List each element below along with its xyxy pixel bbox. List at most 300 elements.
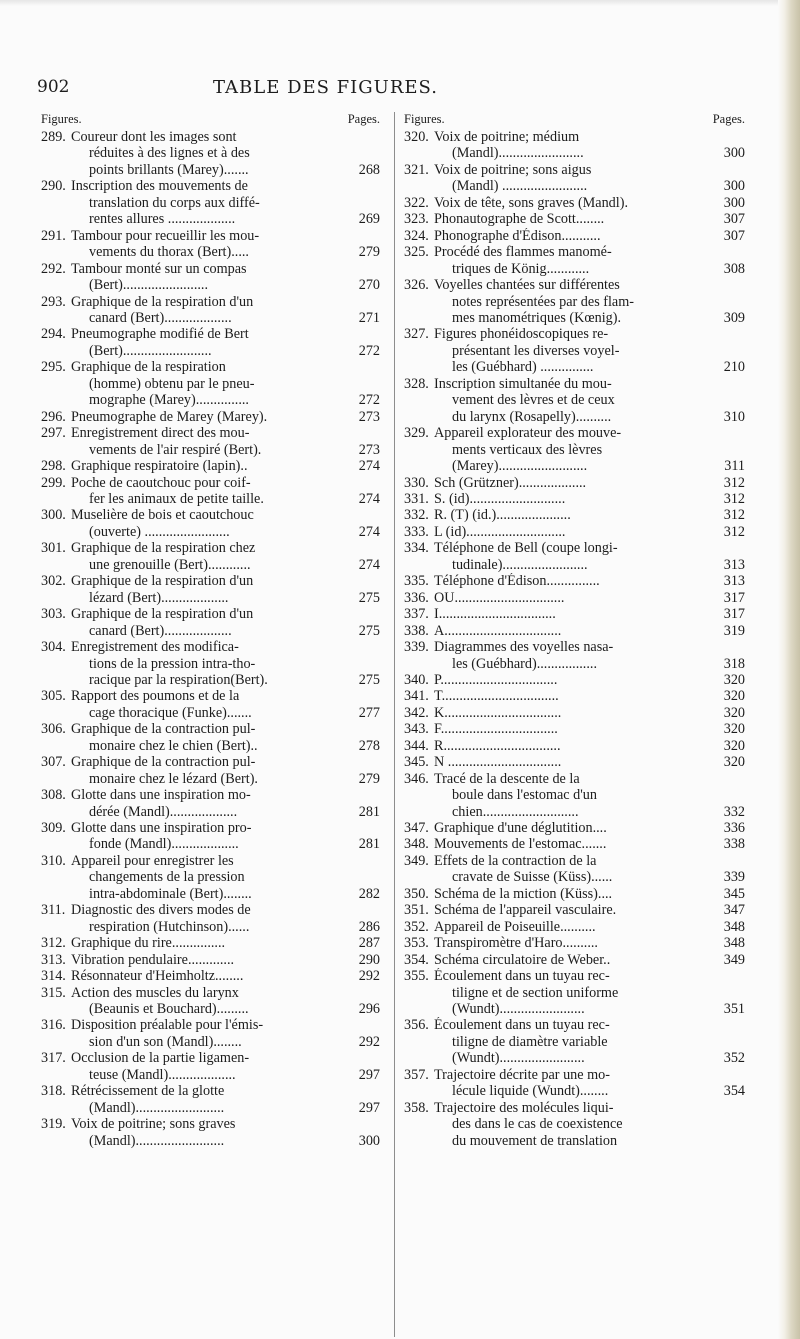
- figure-number: 305.: [41, 688, 66, 705]
- page-ref: 317: [723, 589, 745, 606]
- figure-number: 327.: [404, 326, 429, 343]
- page-ref: 275: [358, 622, 380, 639]
- toc-entry: [404, 590, 749, 606]
- figure-title-line: Tracé de la descente de la: [434, 770, 580, 787]
- left-column: [41, 112, 384, 1149]
- figure-title-line: une grenouille (Bert)............: [89, 556, 251, 573]
- toc-entry: [404, 129, 749, 162]
- figure-title-line: (Beaunis et Bouchard).........: [89, 1001, 249, 1018]
- figure-title-line: Figures phonéidoscopiques re-: [434, 326, 609, 343]
- toc-entry: [404, 836, 749, 852]
- figure-title-line: Sch (Grützner)...................: [434, 474, 587, 491]
- page-ref: 292: [358, 968, 380, 985]
- toc-entry: [404, 721, 749, 737]
- toc-entry: [41, 820, 384, 853]
- toc-entry: [41, 425, 384, 458]
- figure-title-line: Graphique de la respiration d'un: [71, 293, 254, 310]
- figure-title-line: Voix de tête, sons graves (Mandl).: [434, 194, 628, 211]
- page-ref: 273: [358, 441, 380, 458]
- page-ref: 279: [358, 770, 380, 787]
- figure-title-line: chien...........................: [452, 803, 579, 820]
- page-ref: 320: [723, 704, 745, 721]
- figure-title-line: des dans le cas de coexistence: [452, 1116, 623, 1133]
- figure-number: 289.: [41, 129, 66, 145]
- toc-entry: [41, 1083, 384, 1116]
- toc-entry: [41, 540, 384, 573]
- figure-title-line: Rapport des poumons et de la: [71, 688, 240, 705]
- left-column-header: [41, 112, 384, 129]
- figure-number: 354.: [404, 951, 429, 968]
- figure-title-line: Appareil de Poiseuille..........: [434, 918, 596, 935]
- figure-title-line: monaire chez le lézard (Bert).: [89, 770, 258, 787]
- figure-title-line: Graphique d'une déglutition....: [434, 820, 607, 837]
- figure-title-line: Écoulement dans un tuyau rec-: [434, 1017, 610, 1034]
- page-ref: 318: [723, 655, 745, 672]
- page-ref: 281: [358, 836, 380, 853]
- figure-title-line: intra-abdominale (Bert)........: [89, 885, 252, 902]
- toc-entry: [404, 754, 749, 770]
- figure-title-line: (Mandl).........................: [89, 1132, 225, 1149]
- page-ref: 336: [723, 820, 745, 837]
- page-ref: 352: [723, 1050, 745, 1067]
- figure-number: 301.: [41, 540, 66, 557]
- figure-title-line: Voyelles chantées sur différentes: [434, 277, 620, 294]
- page-ref: 271: [358, 309, 380, 326]
- figure-number: 341.: [404, 688, 429, 705]
- figure-title-line: Enregistrement des modifica-: [71, 639, 239, 656]
- toc-entry: [41, 1017, 384, 1050]
- figure-title-line: (Mandl)........................: [452, 145, 584, 162]
- figure-title-line: Appareil explorateur des mouve-: [434, 425, 622, 442]
- figure-title-line: teuse (Mandl)...................: [89, 1066, 236, 1083]
- page-ref: 286: [358, 918, 380, 935]
- figure-title-line: Graphique de la respiration: [71, 359, 226, 376]
- figure-title-line: T.................................: [434, 688, 559, 705]
- toc-entry: [41, 639, 384, 688]
- toc-entry: [41, 458, 384, 474]
- figure-title-line: tions de la pression intra-tho-: [89, 655, 256, 672]
- figure-title-line: Trajectoire décrite par une mo-: [434, 1066, 610, 1083]
- figure-title-line: Voix de poitrine; médium: [434, 129, 580, 145]
- figure-number: 358.: [404, 1099, 429, 1116]
- figure-title-line: Disposition préalable pour l'émis-: [71, 1017, 264, 1034]
- figure-number: 326.: [404, 277, 429, 294]
- figure-title-line: notes représentées par des flam-: [452, 293, 634, 310]
- toc-entry: [404, 952, 749, 968]
- toc-entry: [404, 738, 749, 754]
- figure-number: 300.: [41, 507, 66, 524]
- right-column: [404, 112, 749, 1149]
- figure-title-line: (Bert)........................: [89, 277, 209, 294]
- figure-title-line: réduites à des lignes et à des: [89, 145, 250, 162]
- figure-title-line: mographe (Marey)...............: [89, 392, 249, 409]
- page-ref: 351: [723, 1001, 745, 1018]
- right-column-header: [404, 112, 749, 129]
- figure-title-line: L (id)............................: [434, 523, 566, 540]
- figure-title-line: ments verticaux des lèvres: [452, 441, 603, 458]
- figure-number: 324.: [404, 227, 429, 244]
- page-ref: 272: [358, 342, 380, 359]
- page-ref: 274: [358, 458, 380, 475]
- figure-title-line: (ouverte) ........................: [89, 523, 230, 540]
- figure-title-line: Écoulement dans un tuyau rec-: [434, 968, 610, 985]
- figure-title-line: Vibration pendulaire.............: [71, 951, 235, 968]
- figure-number: 292.: [41, 260, 66, 277]
- figure-number: 329.: [404, 425, 429, 442]
- figure-number: 295.: [41, 359, 66, 376]
- figure-number: 303.: [41, 606, 66, 623]
- page-ref: 300: [723, 178, 745, 195]
- toc-entry: [404, 968, 749, 1017]
- toc-entry: [404, 935, 749, 951]
- figure-number: 339.: [404, 639, 429, 656]
- figure-title-line: R.................................: [434, 737, 561, 754]
- figure-number: 297.: [41, 425, 66, 442]
- figure-title-line: vements du thorax (Bert).....: [89, 244, 249, 261]
- toc-entry: [41, 985, 384, 1018]
- page-ref: 274: [358, 523, 380, 540]
- figure-title-line: canard (Bert)...................: [89, 622, 232, 639]
- figure-number: 320.: [404, 129, 429, 145]
- figure-title-line: points brillants (Marey).......: [89, 161, 249, 178]
- page-ref: 268: [358, 161, 380, 178]
- figure-title-line: Inscription des mouvements de: [71, 178, 248, 195]
- figure-number: 298.: [41, 458, 66, 475]
- figure-number: 308.: [41, 787, 66, 804]
- figure-title-line: R. (T) (id.).....................: [434, 507, 571, 524]
- right-entries: [404, 129, 749, 1149]
- toc-entry: [404, 771, 749, 820]
- figure-title-line: Coureur dont les images sont: [71, 129, 237, 145]
- figure-title-line: Rétrécissement de la glotte: [71, 1083, 225, 1100]
- toc-entry: [404, 902, 749, 918]
- page-ref: 320: [723, 737, 745, 754]
- figure-title-line: Résonnateur d'Heimholtz........: [71, 968, 244, 985]
- page-ref: 281: [358, 803, 380, 820]
- figure-title-line: Graphique du rire...............: [71, 935, 226, 952]
- figure-title-line: fer les animaux de petite taille.: [89, 490, 264, 507]
- figure-number: 309.: [41, 820, 66, 837]
- figure-title-line: du mouvement de translation: [452, 1132, 618, 1149]
- toc-entry: [41, 261, 384, 294]
- figure-number: 318.: [41, 1083, 66, 1100]
- column-divider: [394, 112, 395, 1337]
- toc-entry: [404, 326, 749, 375]
- figure-number: 328.: [404, 375, 429, 392]
- toc-entry: [41, 129, 384, 178]
- figure-title-line: présentant les diverses voyel-: [452, 342, 620, 359]
- toc-entry: [404, 1100, 749, 1149]
- page-ref: 319: [723, 622, 745, 639]
- figure-number: 294.: [41, 326, 66, 343]
- figure-number: 321.: [404, 161, 429, 178]
- pages-label: Pages.: [712, 112, 745, 126]
- page-ref: 347: [723, 902, 745, 919]
- figure-title-line: (homme) obtenu par le pneu-: [89, 375, 255, 392]
- figure-title-line: tiligne et de section uniforme: [452, 984, 619, 1001]
- figure-title-line: du larynx (Rosapelly)..........: [452, 408, 612, 425]
- toc-entry: [404, 162, 749, 195]
- figure-title-line: Schéma de la miction (Küss)....: [434, 885, 613, 902]
- page-ref: 307: [723, 211, 745, 228]
- figure-title-line: vement des lèvres et de ceux: [452, 392, 615, 409]
- page-ref: 272: [358, 392, 380, 409]
- figure-title-line: S. (id)...........................: [434, 490, 566, 507]
- toc-entry: [41, 326, 384, 359]
- figure-title-line: dérée (Mandl)...................: [89, 803, 238, 820]
- figure-title-line: (Marey).........................: [452, 458, 588, 475]
- page-ref: 310: [723, 408, 745, 425]
- figure-title-line: tudinale)........................: [452, 556, 588, 573]
- figure-title-line: Glotte dans une inspiration mo-: [71, 787, 251, 804]
- toc-entry: [404, 705, 749, 721]
- page-ref: 277: [358, 704, 380, 721]
- page-ref: 312: [723, 490, 745, 507]
- figure-title-line: Occlusion de la partie ligamen-: [71, 1050, 250, 1067]
- figure-title-line: Voix de poitrine; sons graves: [71, 1116, 236, 1133]
- figure-title-line: N ................................: [434, 754, 562, 771]
- toc-entry: [404, 919, 749, 935]
- figure-number: 290.: [41, 178, 66, 195]
- figure-title-line: rentes allures ...................: [89, 211, 236, 228]
- figure-number: 356.: [404, 1017, 429, 1034]
- toc-entry: [404, 1017, 749, 1066]
- toc-entry: [41, 935, 384, 951]
- figure-title-line: cravate de Suisse (Küss)......: [452, 869, 613, 886]
- page-ref: 292: [358, 1033, 380, 1050]
- page-ref: 273: [358, 408, 380, 425]
- page-ref: 300: [358, 1132, 380, 1149]
- figure-title-line: OU...............................: [434, 589, 565, 606]
- figure-number: 306.: [41, 721, 66, 738]
- figure-title-line: (Wundt)........................: [452, 1001, 585, 1018]
- page-ref: 308: [723, 260, 745, 277]
- toc-entry: [41, 721, 384, 754]
- figure-title-line: racique par la respiration(Bert).: [89, 671, 268, 688]
- page-ref: 354: [723, 1083, 745, 1100]
- page-ref: 320: [723, 688, 745, 705]
- figure-title-line: Pneumographe modifié de Bert: [71, 326, 249, 343]
- figure-title-line: (Bert).........................: [89, 342, 212, 359]
- page-ref: 210: [723, 359, 745, 376]
- figure-number: 337.: [404, 606, 429, 623]
- figure-number: 313.: [41, 951, 66, 968]
- figure-title-line: Inscription simultanée du mou-: [434, 375, 612, 392]
- figure-number: 347.: [404, 820, 429, 837]
- figure-number: 338.: [404, 622, 429, 639]
- page-edge: [778, 0, 800, 1339]
- toc-entry: [404, 277, 749, 326]
- figure-number: 342.: [404, 704, 429, 721]
- page-ref: 313: [723, 573, 745, 590]
- page-ref: 311: [724, 458, 745, 475]
- figure-title-line: Enregistrement direct des mou-: [71, 425, 250, 442]
- figure-number: 319.: [41, 1116, 66, 1133]
- figure-title-line: Procédé des flammes manomé-: [434, 244, 612, 261]
- page-ref: 274: [358, 556, 380, 573]
- figure-title-line: Appareil pour enregistrer les: [71, 852, 234, 869]
- page-ref: 269: [358, 211, 380, 228]
- figure-title-line: boule dans l'estomac d'un: [452, 787, 597, 804]
- toc-entry: [41, 1116, 384, 1149]
- toc-entry: [404, 853, 749, 886]
- page-ref: 275: [358, 671, 380, 688]
- figure-number: 293.: [41, 293, 66, 310]
- figure-number: 332.: [404, 507, 429, 524]
- toc-entry: [404, 376, 749, 425]
- figure-title-line: les (Guébhard) ...............: [452, 359, 594, 376]
- figure-number: 343.: [404, 721, 429, 738]
- figure-number: 348.: [404, 836, 429, 853]
- figure-number: 325.: [404, 244, 429, 261]
- toc-entry: [404, 573, 749, 589]
- page-ref: 312: [723, 507, 745, 524]
- figure-title-line: Schéma de l'appareil vasculaire.: [434, 902, 617, 919]
- toc-entry: [404, 1067, 749, 1100]
- figure-number: 350.: [404, 885, 429, 902]
- toc-entry: [41, 754, 384, 787]
- toc-entry: [404, 672, 749, 688]
- figure-number: 340.: [404, 671, 429, 688]
- toc-entry: [41, 507, 384, 540]
- figure-title-line: triques de König............: [452, 260, 590, 277]
- figure-number: 330.: [404, 474, 429, 491]
- page-ref: 332: [723, 803, 745, 820]
- page-ref: 297: [358, 1099, 380, 1116]
- toc-entry: [404, 623, 749, 639]
- figure-title-line: Effets de la contraction de la: [434, 852, 597, 869]
- figure-number: 353.: [404, 935, 429, 952]
- page-ref: 287: [358, 935, 380, 952]
- figure-number: 312.: [41, 935, 66, 952]
- toc-entry: [404, 475, 749, 491]
- figure-title-line: les (Guébhard).................: [452, 655, 597, 672]
- toc-entry: [41, 409, 384, 425]
- page-ref: 339: [723, 869, 745, 886]
- figure-number: 355.: [404, 968, 429, 985]
- figure-title-line: Voix de poitrine; sons aigus: [434, 161, 592, 178]
- figure-title-line: Phonautographe de Scott........: [434, 211, 605, 228]
- page-ref: 279: [358, 244, 380, 261]
- figure-number: 357.: [404, 1066, 429, 1083]
- toc-entry: [41, 606, 384, 639]
- figure-title-line: Trajectoire des molécules liqui-: [434, 1099, 614, 1116]
- figure-number: 352.: [404, 918, 429, 935]
- figure-title-line: Phonographe d'Édison...........: [434, 227, 601, 244]
- figure-title-line: (Mandl).........................: [89, 1099, 225, 1116]
- figure-title-line: P.................................: [434, 671, 558, 688]
- figures-label: Figures.: [41, 112, 82, 126]
- figure-title-line: tiligne de diamètre variable: [452, 1033, 608, 1050]
- toc-entry: [404, 639, 749, 672]
- figure-title-line: lézard (Bert)...................: [89, 589, 229, 606]
- page-ref: 270: [358, 277, 380, 294]
- page-ref: 312: [723, 523, 745, 540]
- toc-entry: [41, 902, 384, 935]
- page-ref: 338: [723, 836, 745, 853]
- toc-entry: [404, 524, 749, 540]
- figure-title-line: Graphique respiratoire (lapin)..: [71, 458, 248, 475]
- pages-label: Pages.: [347, 112, 380, 126]
- figure-title-line: Graphique de la respiration d'un: [71, 573, 254, 590]
- top-shadow: [0, 0, 800, 6]
- page-ref: 309: [723, 309, 745, 326]
- figure-title-line: Muselière de bois et caoutchouc: [71, 507, 254, 524]
- page-ref: 313: [723, 556, 745, 573]
- page-ref: 307: [723, 227, 745, 244]
- toc-entry: [404, 491, 749, 507]
- toc-entry: [404, 211, 749, 227]
- page-ref: 320: [723, 721, 745, 738]
- figure-title-line: Tambour monté sur un compas: [71, 260, 247, 277]
- toc-entry: [404, 507, 749, 523]
- figure-title-line: K.................................: [434, 704, 562, 721]
- page-ref: 320: [723, 754, 745, 771]
- page-ref: 282: [358, 885, 380, 902]
- page-ref: 348: [723, 918, 745, 935]
- figure-title-line: monaire chez le chien (Bert)..: [89, 737, 258, 754]
- figure-number: 351.: [404, 902, 429, 919]
- figure-number: 291.: [41, 227, 66, 244]
- figure-title-line: A.................................: [434, 622, 562, 639]
- figure-title-line: Transpiromètre d'Haro..........: [434, 935, 598, 952]
- toc-entry: [404, 820, 749, 836]
- figure-number: 315.: [41, 984, 66, 1001]
- figure-title-line: Graphique de la respiration chez: [71, 540, 256, 557]
- page-ref: 297: [358, 1066, 380, 1083]
- toc-entry: [404, 886, 749, 902]
- page-ref: 274: [358, 490, 380, 507]
- toc-entry: [41, 853, 384, 902]
- page-ref: 290: [358, 951, 380, 968]
- figure-number: 322.: [404, 194, 429, 211]
- figure-number: 317.: [41, 1050, 66, 1067]
- figure-title-line: Schéma circulatoire de Weber..: [434, 951, 611, 968]
- toc-entry: [404, 606, 749, 622]
- figure-number: 334.: [404, 540, 429, 557]
- figure-title-line: cage thoracique (Funke).......: [89, 704, 252, 721]
- page-ref: 348: [723, 935, 745, 952]
- figure-title-line: Mouvements de l'estomac.......: [434, 836, 607, 853]
- figure-number: 307.: [41, 754, 66, 771]
- figure-title-line: Téléphone de Bell (coupe longi-: [434, 540, 618, 557]
- figure-title-line: translation du corps aux diffé-: [89, 194, 260, 211]
- figure-number: 346.: [404, 770, 429, 787]
- figure-title-line: (Mandl) ........................: [452, 178, 588, 195]
- figure-number: 349.: [404, 852, 429, 869]
- figure-number: 335.: [404, 573, 429, 590]
- toc-entry: [41, 178, 384, 227]
- figure-title-line: Téléphone d'Édison...............: [434, 573, 600, 590]
- toc-entry: [41, 359, 384, 408]
- toc-entry: [41, 1050, 384, 1083]
- toc-entry: [404, 195, 749, 211]
- page-ref: 317: [723, 606, 745, 623]
- toc-entry: [41, 952, 384, 968]
- toc-entry: [41, 228, 384, 261]
- toc-entry: [404, 425, 749, 474]
- left-entries: [41, 129, 384, 1149]
- figure-number: 345.: [404, 754, 429, 771]
- toc-entry: [404, 688, 749, 704]
- figure-number: 311.: [41, 902, 66, 919]
- page-ref: 300: [723, 145, 745, 162]
- page-ref: 312: [723, 474, 745, 491]
- figure-title-line: (Wundt)........................: [452, 1050, 585, 1067]
- figure-title-line: Action des muscles du larynx: [71, 984, 239, 1001]
- figure-title-line: vements de l'air respiré (Bert).: [89, 441, 262, 458]
- toc-entry: [41, 968, 384, 984]
